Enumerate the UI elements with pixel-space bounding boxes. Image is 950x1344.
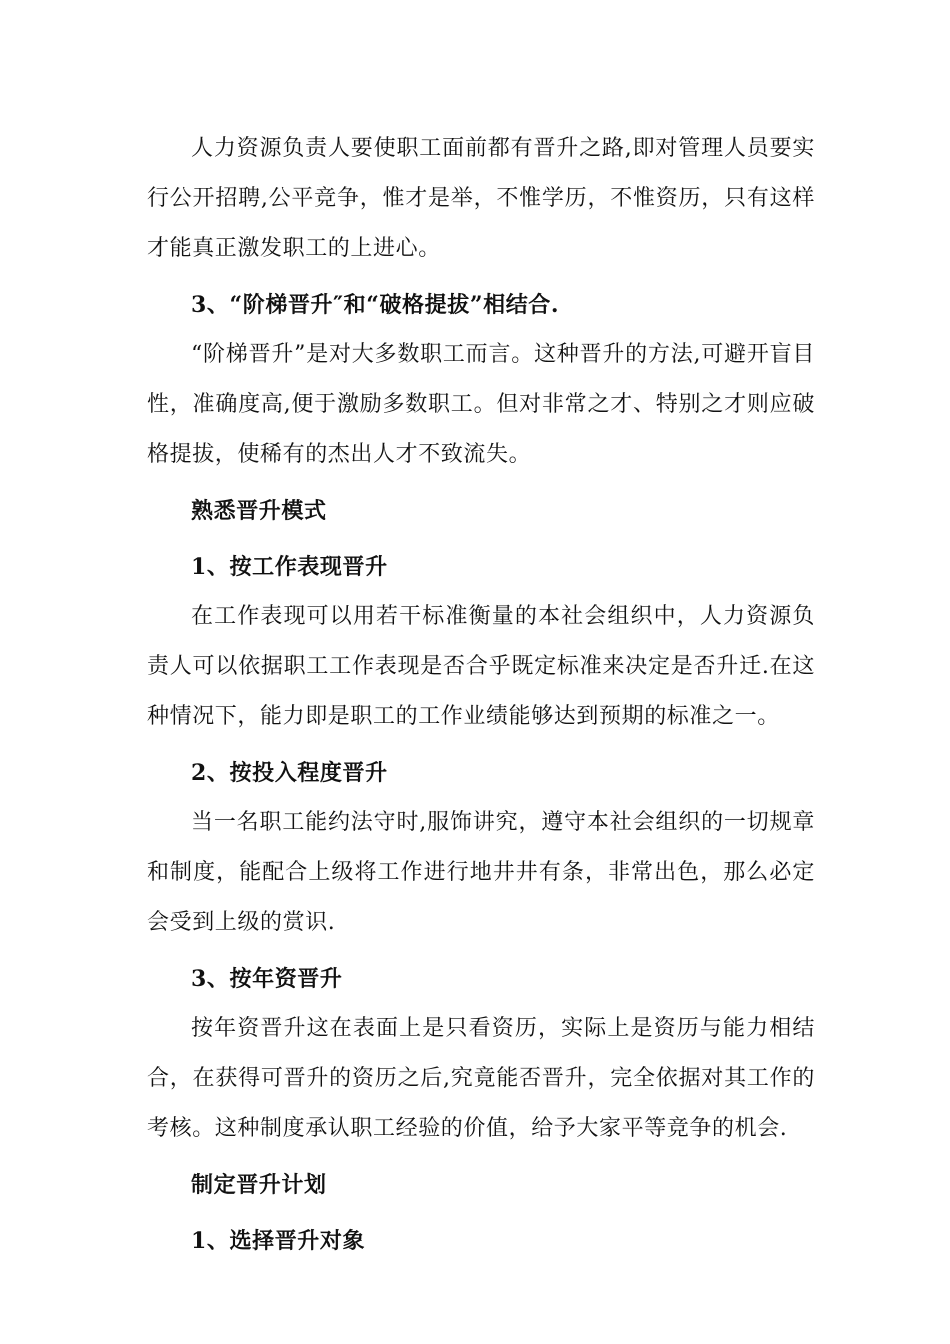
heading-commitment-promotion: 2、按投入程度晋升: [191, 760, 388, 786]
heading-seniority-promotion: 3、按年资晋升: [191, 966, 343, 992]
document-page: [147, 124, 815, 1266]
paragraph-ladder-promotion: “阶梯晋升”是对大多数职工而言。这种晋升的方法,可避开盲目性，准确度高,便于激励多数职工。但对非常之才、特别之才则应破格提拔，使稀有的杰出人才不致流失。: [147, 342, 815, 467]
heading-select-candidates: 1、选择晋升对象: [191, 1228, 366, 1254]
heading-promotion-modes: 熟悉晋升模式: [191, 498, 327, 524]
paragraph-career-path: 人力资源负责人要使职工面前都有晋升之路,即对管理人员要实行公开招聘,公平竞争，惟才是举，不惟学历，不惟资历，只有这样才能真正激发职工的上进心。: [147, 136, 815, 261]
paragraph-performance-promotion: 在工作表现可以用若干标准衡量的本社会组织中，人力资源负责人可以依据职工工作表现是否合乎既定标准来决定是否升迁.在这种情况下，能力即是职工的工作业绩能够达到预期的标准之一。: [147, 604, 815, 729]
paragraph-commitment-promotion: 当一名职工能约法守时,服饰讲究，遵守本社会组织的一切规章和制度，能配合上级将工作进行地井井有条，非常出色，那么必定会受到上级的赏识.: [147, 810, 815, 935]
paragraph-seniority-promotion: 按年资晋升这在表面上是只看资历，实际上是资历与能力相结合，在获得可晋升的资历之后,究竟能否晋升，完全依据对其工作的考核。这种制度承认职工经验的价值，给予大家平等竞争的机会.: [147, 1016, 815, 1141]
heading-ladder-and-exceptional-promotion: 3、“阶梯晋升″和“破格提拔”相结合.: [191, 292, 560, 318]
heading-promotion-plan: 制定晋升计划: [191, 1172, 327, 1198]
heading-performance-promotion: 1、按工作表现晋升: [191, 554, 388, 580]
